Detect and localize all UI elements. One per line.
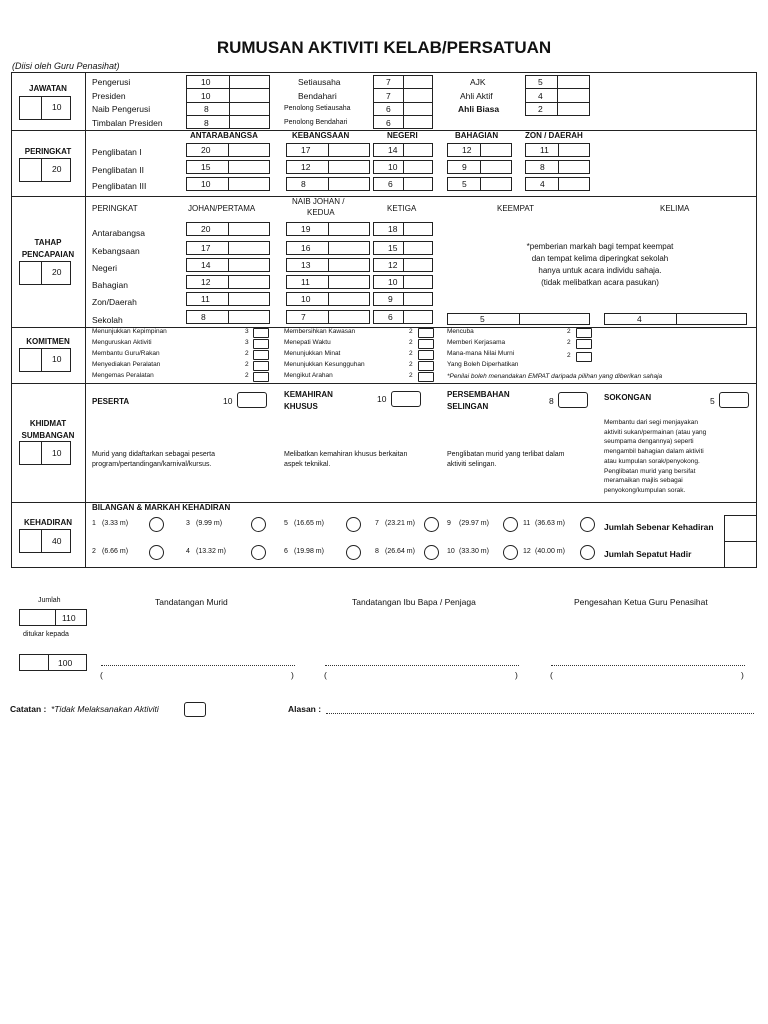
jawatan-value-penolong-bendahari: 6 (386, 118, 391, 128)
khidmat-peserta-title: PESERTA (92, 397, 130, 406)
tahap-cell-value: 20 (201, 224, 211, 234)
kehadiran-header: BILANGAN & MARKAH KEHADIRAN (92, 503, 231, 512)
catatan-note: *Tidak Melaksanakan Aktiviti (51, 704, 159, 714)
peringkat-header-bahagian: BAHAGIAN (455, 131, 499, 140)
komitmen-item-value: 2 (245, 361, 249, 368)
jumlah-box[interactable] (19, 609, 87, 626)
peringkat-cell-value: 5 (462, 179, 467, 189)
komitmen-item-label: Mencuba (447, 328, 474, 335)
khidmat-kemahiran-title-2: KHUSUS (284, 402, 318, 411)
left-column-divider (85, 72, 86, 568)
kehadiran-option-count: 1 (92, 520, 96, 527)
peringkat-row-label-1: Penglibatan I (92, 147, 142, 157)
komitmen-checkbox[interactable] (576, 328, 592, 338)
peringkat-cell-value: 4 (540, 179, 545, 189)
komitmen-score-box[interactable] (19, 348, 71, 372)
komitmen-checkbox[interactable] (253, 339, 269, 349)
khidmat-sokongan-box[interactable] (719, 392, 749, 408)
kehadiran-option-count: 6 (284, 548, 288, 555)
jawatan-label-pengerusi: Pengerusi (92, 77, 131, 87)
khidmat-persembahan-box[interactable] (558, 392, 588, 408)
khidmat-persembahan-desc-2: aktiviti selingan. (447, 461, 497, 468)
khidmat-kemahiran-desc-1: Melibatkan kemahiran khusus berkaitan (284, 451, 408, 458)
sig-ibubapa-name-close: ) (515, 670, 518, 680)
kehadiran-radio[interactable] (580, 545, 595, 560)
khidmat-sokongan-desc-line: aktiviti sukan/permainan (atau yang (604, 428, 707, 436)
sig-murid-label: Tandatangan Murid (155, 597, 228, 607)
komitmen-checkbox[interactable] (253, 361, 269, 371)
peringkat-header-kebangsaan: KEBANGSAAN (292, 131, 350, 140)
kehadiran-option-marks: (9.99 m) (196, 520, 223, 527)
komitmen-checkbox[interactable] (576, 352, 592, 362)
komitmen-item-value: 3 (245, 328, 249, 335)
peringkat-row-label-3: Penglibatan III (92, 181, 147, 191)
tahap-cell-value: 17 (201, 243, 211, 253)
ditukar-value: 100 (58, 658, 73, 668)
kehadiran-option-marks: (29.97 m) (459, 520, 489, 527)
komitmen-checkbox[interactable] (576, 339, 592, 349)
sig-ibubapa-label: Tandatangan Ibu Bapa / Penjaga (352, 597, 476, 607)
kehadiran-option-count: 9 (447, 520, 451, 527)
tahap-cell-value: 7 (301, 312, 306, 322)
tahap-label-2: PENCAPAIAN (21, 250, 75, 259)
komitmen-item-value: 3 (245, 339, 249, 346)
peringkat-cell-value: 20 (201, 145, 211, 155)
kehadiran-radio[interactable] (503, 517, 518, 532)
khidmat-sokongan-desc-line: seumpama dengannya) seperti (604, 438, 694, 446)
jumlah-sepatut-box[interactable] (724, 541, 757, 568)
khidmat-sokongan-desc-line: Membantu dari segi menjayakan (604, 419, 698, 426)
sig-ibubapa-line[interactable] (325, 665, 519, 666)
kehadiran-radio[interactable] (346, 517, 361, 532)
khidmat-label-1: KHIDMAT (29, 419, 67, 428)
peringkat-row-label-2: Penglibatan II (92, 165, 144, 175)
komitmen-item-label: Menepati Waktu (284, 339, 331, 346)
peringkat-header-antarabangsa: ANTARABANGSA (190, 131, 258, 140)
peringkat-cell-value: 8 (301, 179, 306, 189)
jawatan-label-bendahari: Bendahari (298, 91, 337, 101)
ditukar-label: ditukar kepada (23, 631, 69, 638)
komitmen-checkbox[interactable] (253, 372, 269, 382)
jawatan-value-naib-pengerusi: 8 (204, 104, 209, 114)
khidmat-score: 10 (52, 448, 62, 458)
khidmat-kemahiran-value: 10 (377, 394, 387, 404)
tahap-cell-value: 16 (301, 243, 311, 253)
tahap-cell-value: 13 (301, 260, 311, 270)
komitmen-item-value: 2 (245, 372, 249, 379)
jawatan-label: JAWATAN (29, 84, 67, 93)
khidmat-kemahiran-desc-2: aspek teknikal. (284, 461, 331, 468)
khidmat-kemahiran-title-1: KEMAHIRAN (284, 390, 333, 399)
jawatan-value-timbalan-presiden: 8 (204, 118, 209, 128)
jawatan-value-setiausaha: 7 (386, 77, 391, 87)
peringkat-cell-value: 17 (301, 145, 311, 155)
komitmen-item-label: Mengikut Arahan (284, 372, 333, 379)
jawatan-label-presiden: Presiden (92, 91, 126, 101)
komitmen-item-value: 2 (409, 361, 413, 368)
kehadiran-radio[interactable] (149, 545, 164, 560)
komitmen-item-value: 2 (245, 350, 249, 357)
tahap-cell-value: 11 (201, 294, 210, 304)
peringkat-score: 20 (52, 164, 62, 174)
tahap-cell-value: 15 (388, 243, 398, 253)
komitmen-item-label: Membersihkan Kawasan (284, 328, 356, 335)
khidmat-persembahan-value: 8 (549, 396, 554, 406)
khidmat-sokongan-desc-line: Penglibatan murid yang bersifat (604, 467, 696, 475)
khidmat-peserta-desc-2: program/pertandingan/karnival/kursus. (92, 461, 212, 468)
kehadiran-option-marks: (19.98 m) (294, 548, 324, 555)
sig-ketua-name-open: ( (550, 670, 553, 680)
tahap-row-label-sekolah: Sekolah (92, 315, 123, 325)
tahap-cell-value: 18 (388, 224, 398, 234)
alasan-label: Alasan : (288, 704, 322, 714)
tahap-cell-value: 10 (388, 277, 398, 287)
jawatan-label-ahli-aktif: Ahli Aktif (460, 91, 493, 101)
sig-ketua-label: Pengesahan Ketua Guru Penasihat (574, 597, 708, 607)
komitmen-item-label: Mana-mana Nilai Murni (447, 350, 515, 357)
tahap-cell-value: 6 (388, 312, 393, 322)
kehadiran-option-count: 11 (523, 520, 531, 527)
jawatan-label-timbalan-presiden: Timbalan Presiden (92, 118, 163, 128)
kehadiran-option-marks: (36.63 m) (535, 520, 565, 527)
peringkat-cell-value: 11 (540, 145, 549, 155)
khidmat-sokongan-title: SOKONGAN (604, 393, 652, 402)
komitmen-note: *Penilai boleh menandakan EMPAT daripada pilihan yang diberikan sahaja (447, 373, 663, 380)
jumlah-sebenar-box[interactable] (724, 515, 757, 542)
tahap-cell-value: 11 (301, 277, 310, 287)
tahap-cell-value: 8 (201, 312, 206, 322)
peringkat-cell-value: 9 (462, 162, 467, 172)
komitmen-item-label: Memberi Kerjasama (447, 339, 506, 346)
komitmen-item-value: 2 (409, 372, 413, 379)
tahap-header-naib-johan: NAIB JOHAN / (292, 197, 345, 206)
jawatan-label-penolong-bendahari: Penolong Bendahari (284, 119, 348, 126)
khidmat-peserta-desc-1: Murid yang didaftarkan sebagai peserta (92, 451, 215, 458)
kehadiran-option-marks: (3.33 m) (102, 520, 129, 527)
kehadiran-option-count: 12 (523, 548, 531, 555)
khidmat-persembahan-title-1: PERSEMBAHAN (447, 390, 510, 399)
komitmen-checkbox[interactable] (418, 372, 434, 382)
khidmat-peserta-value: 10 (223, 396, 233, 406)
komitmen-item-label: Mengemas Peralatan (92, 372, 154, 379)
jumlah-value: 110 (62, 613, 76, 623)
sig-murid-name-close: ) (291, 670, 294, 680)
tahap-cell-value: 14 (201, 260, 211, 270)
komitmen-checkbox[interactable] (418, 339, 434, 349)
khidmat-sokongan-desc-line: atau kumpulan sorak/penyokong. (604, 457, 700, 465)
khidmat-sokongan-desc-line: penyokong/kumpulan sorak. (604, 486, 686, 494)
tahap-kelima-value: 4 (637, 314, 642, 324)
jumlah-label: Jumlah (38, 597, 61, 604)
tahap-cell-value: 12 (388, 260, 398, 270)
sig-ketua-line[interactable] (551, 665, 745, 666)
kehadiran-option-count: 5 (284, 520, 288, 527)
kehadiran-label: KEHADIRAN (24, 518, 72, 527)
tahap-header-ketiga: KETIGA (387, 204, 417, 213)
peringkat-cell-value: 6 (388, 179, 393, 189)
jawatan-value-ahli-biasa: 2 (538, 104, 543, 114)
peringkat-cell-value: 15 (201, 162, 211, 172)
jawatan-label-ajk: AJK (470, 77, 486, 87)
page-title: RUMUSAN AKTIVITI KELAB/PERSATUAN (216, 38, 552, 57)
komitmen-label: KOMITMEN (26, 337, 70, 346)
jawatan-value-penolong-setiausaha: 6 (386, 104, 391, 114)
komitmen-checkbox[interactable] (253, 328, 269, 338)
khidmat-score-box[interactable] (19, 441, 71, 465)
khidmat-label-2: SUMBANGAN (21, 431, 75, 440)
page-subtitle: (Diisi oleh Guru Penasihat) (12, 61, 120, 71)
peringkat-score-box[interactable] (19, 158, 71, 182)
jumlah-sebenar-label: Jumlah Sebenar Kehadiran (604, 522, 714, 532)
jawatan-score: 10 (52, 102, 62, 112)
kehadiran-radio[interactable] (251, 517, 266, 532)
tahap-cell-value: 12 (201, 277, 211, 287)
sig-ibubapa-name-open: ( (324, 670, 327, 680)
jawatan-value-ajk: 5 (538, 77, 543, 87)
jawatan-value-bendahari: 7 (386, 91, 391, 101)
alasan-line[interactable] (326, 713, 754, 714)
khidmat-persembahan-title-2: SELINGAN (447, 402, 489, 411)
komitmen-item-value: 2 (567, 339, 571, 346)
peringkat-cell-value: 10 (388, 162, 398, 172)
peringkat-cell-value: 10 (201, 179, 211, 189)
tahap-row-label-zon-daerah: Zon/Daerah (92, 297, 137, 307)
kehadiran-option-count: 8 (375, 548, 379, 555)
komitmen-item-label: Menunjukkan Minat (284, 350, 341, 357)
tahap-cell-value: 10 (301, 294, 311, 304)
tahap-note-4: (tidak melibatkan acara pasukan) (541, 278, 659, 287)
kehadiran-radio[interactable] (424, 517, 439, 532)
tahap-note-3: hanya untuk acara individu sahaja. (538, 266, 662, 275)
kehadiran-radio[interactable] (149, 517, 164, 532)
tahap-score-box[interactable] (19, 261, 71, 285)
khidmat-kemahiran-box[interactable] (391, 391, 421, 407)
komitmen-item-value: 2 (567, 328, 571, 335)
khidmat-peserta-box[interactable] (237, 392, 267, 408)
komitmen-item-label: Menguruskan Aktiviti (92, 339, 152, 346)
catatan-label: Catatan : (10, 704, 47, 714)
tahap-keempat-value: 5 (480, 314, 485, 324)
peringkat-header-negeri: NEGERI (387, 131, 418, 140)
tahap-row-label-antarabangsa: Antarabangsa (92, 228, 145, 238)
komitmen-checkbox[interactable] (418, 361, 434, 371)
komitmen-score: 10 (52, 354, 62, 364)
komitmen-item-label: Menunjukkan Kepimpinan (92, 328, 167, 335)
peringkat-header-zon-daerah: ZON / DAERAH (525, 131, 583, 140)
kehadiran-option-marks: (23.21 m) (385, 520, 415, 527)
kehadiran-option-count: 4 (186, 548, 190, 555)
kehadiran-option-count: 2 (92, 548, 96, 555)
kehadiran-option-count: 7 (375, 520, 379, 527)
peringkat-cell-value: 12 (301, 162, 311, 172)
komitmen-item-label: Yang Boleh Diperhatikan (447, 361, 519, 368)
kehadiran-option-marks: (26.64 m) (385, 548, 415, 555)
tahap-label-1: TAHAP (34, 238, 62, 247)
komitmen-checkbox[interactable] (253, 350, 269, 360)
komitmen-item-value: 2 (567, 352, 571, 359)
tahap-note-1: *pemberian markah bagi tempat keempat (526, 242, 674, 251)
kehadiran-option-marks: (16.65 m) (294, 520, 324, 527)
tahap-note-2: dan tempat kelima diperingkat sekolah (531, 254, 669, 263)
tahap-header-kelima: KELIMA (660, 204, 690, 213)
jawatan-score-box[interactable] (19, 96, 71, 120)
tahap-cell-value: 9 (388, 294, 393, 304)
tahap-row-label-negeri: Negeri (92, 263, 118, 273)
tahap-header-peringkat: PERINGKAT (92, 204, 138, 213)
jumlah-sepatut-label: Jumlah Sepatut Hadir (604, 549, 692, 559)
komitmen-item-label: Membantu Guru/Rakan (92, 350, 160, 357)
jawatan-value-presiden: 10 (201, 91, 211, 101)
jawatan-label-setiausaha: Setiausaha (298, 77, 341, 87)
kehadiran-score: 40 (52, 536, 62, 546)
khidmat-sokongan-desc-line: meramaikan majlis sebagai (604, 477, 683, 485)
sig-ketua-name-close: ) (741, 670, 744, 680)
ditukar-box[interactable] (19, 654, 87, 671)
tidak-melaksanakan-checkbox[interactable] (184, 702, 206, 717)
kehadiran-option-marks: (6.66 m) (102, 548, 129, 555)
khidmat-sokongan-value: 5 (710, 396, 715, 406)
kehadiran-option-marks: (13.32 m) (196, 548, 226, 555)
peringkat-cell-value: 8 (540, 162, 545, 172)
kehadiran-radio[interactable] (580, 517, 595, 532)
khidmat-sokongan-desc-line: mengambil bahagian dalam aktiviti (604, 448, 704, 456)
tahap-header-kedua: KEDUA (307, 208, 335, 217)
kehadiran-radio[interactable] (503, 545, 518, 560)
sig-murid-name-open: ( (100, 670, 103, 680)
peringkat-label: PERINGKAT (24, 147, 72, 156)
kehadiran-radio[interactable] (424, 545, 439, 560)
jawatan-value-ahli-aktif: 4 (538, 91, 543, 101)
kehadiran-score-box[interactable] (19, 529, 71, 553)
peringkat-cell-value: 12 (462, 145, 472, 155)
kehadiran-option-marks: (33.30 m) (459, 548, 489, 555)
tahap-header-johan: JOHAN/PERTAMA (188, 204, 256, 213)
khidmat-persembahan-desc-1: Penglibatan murid yang terlibat dalam (447, 451, 565, 458)
tahap-row-label-bahagian: Bahagian (92, 280, 128, 290)
kehadiran-option-marks: (40.00 m) (535, 548, 565, 555)
peringkat-cell-value: 14 (388, 145, 398, 155)
jawatan-label-ahli-biasa: Ahli Biasa (458, 104, 500, 114)
tahap-row-label-kebangsaan: Kebangsaan (92, 246, 140, 256)
kehadiran-radio[interactable] (251, 545, 266, 560)
komitmen-item-label: Menyediakan Peralatan (92, 361, 161, 368)
komitmen-item-label: Menunjukkan Kesungguhan (284, 361, 365, 368)
komitmen-checkbox[interactable] (418, 328, 434, 338)
tahap-header-keempat: KEEMPAT (497, 204, 535, 213)
jawatan-label-penolong-setiausaha: Penolong Setiausaha (284, 105, 351, 112)
komitmen-item-value: 2 (409, 328, 413, 335)
kehadiran-option-count: 3 (186, 520, 190, 527)
kehadiran-radio[interactable] (346, 545, 361, 560)
tahap-score: 20 (52, 267, 62, 277)
komitmen-item-value: 2 (409, 339, 413, 346)
tahap-cell-value: 19 (301, 224, 311, 234)
komitmen-item-value: 2 (409, 350, 413, 357)
sig-murid-line[interactable] (101, 665, 295, 666)
jawatan-value-pengerusi: 10 (201, 77, 211, 87)
kehadiran-option-count: 10 (447, 548, 455, 555)
komitmen-checkbox[interactable] (418, 350, 434, 360)
jawatan-label-naib-pengerusi: Naib Pengerusi (92, 104, 151, 114)
